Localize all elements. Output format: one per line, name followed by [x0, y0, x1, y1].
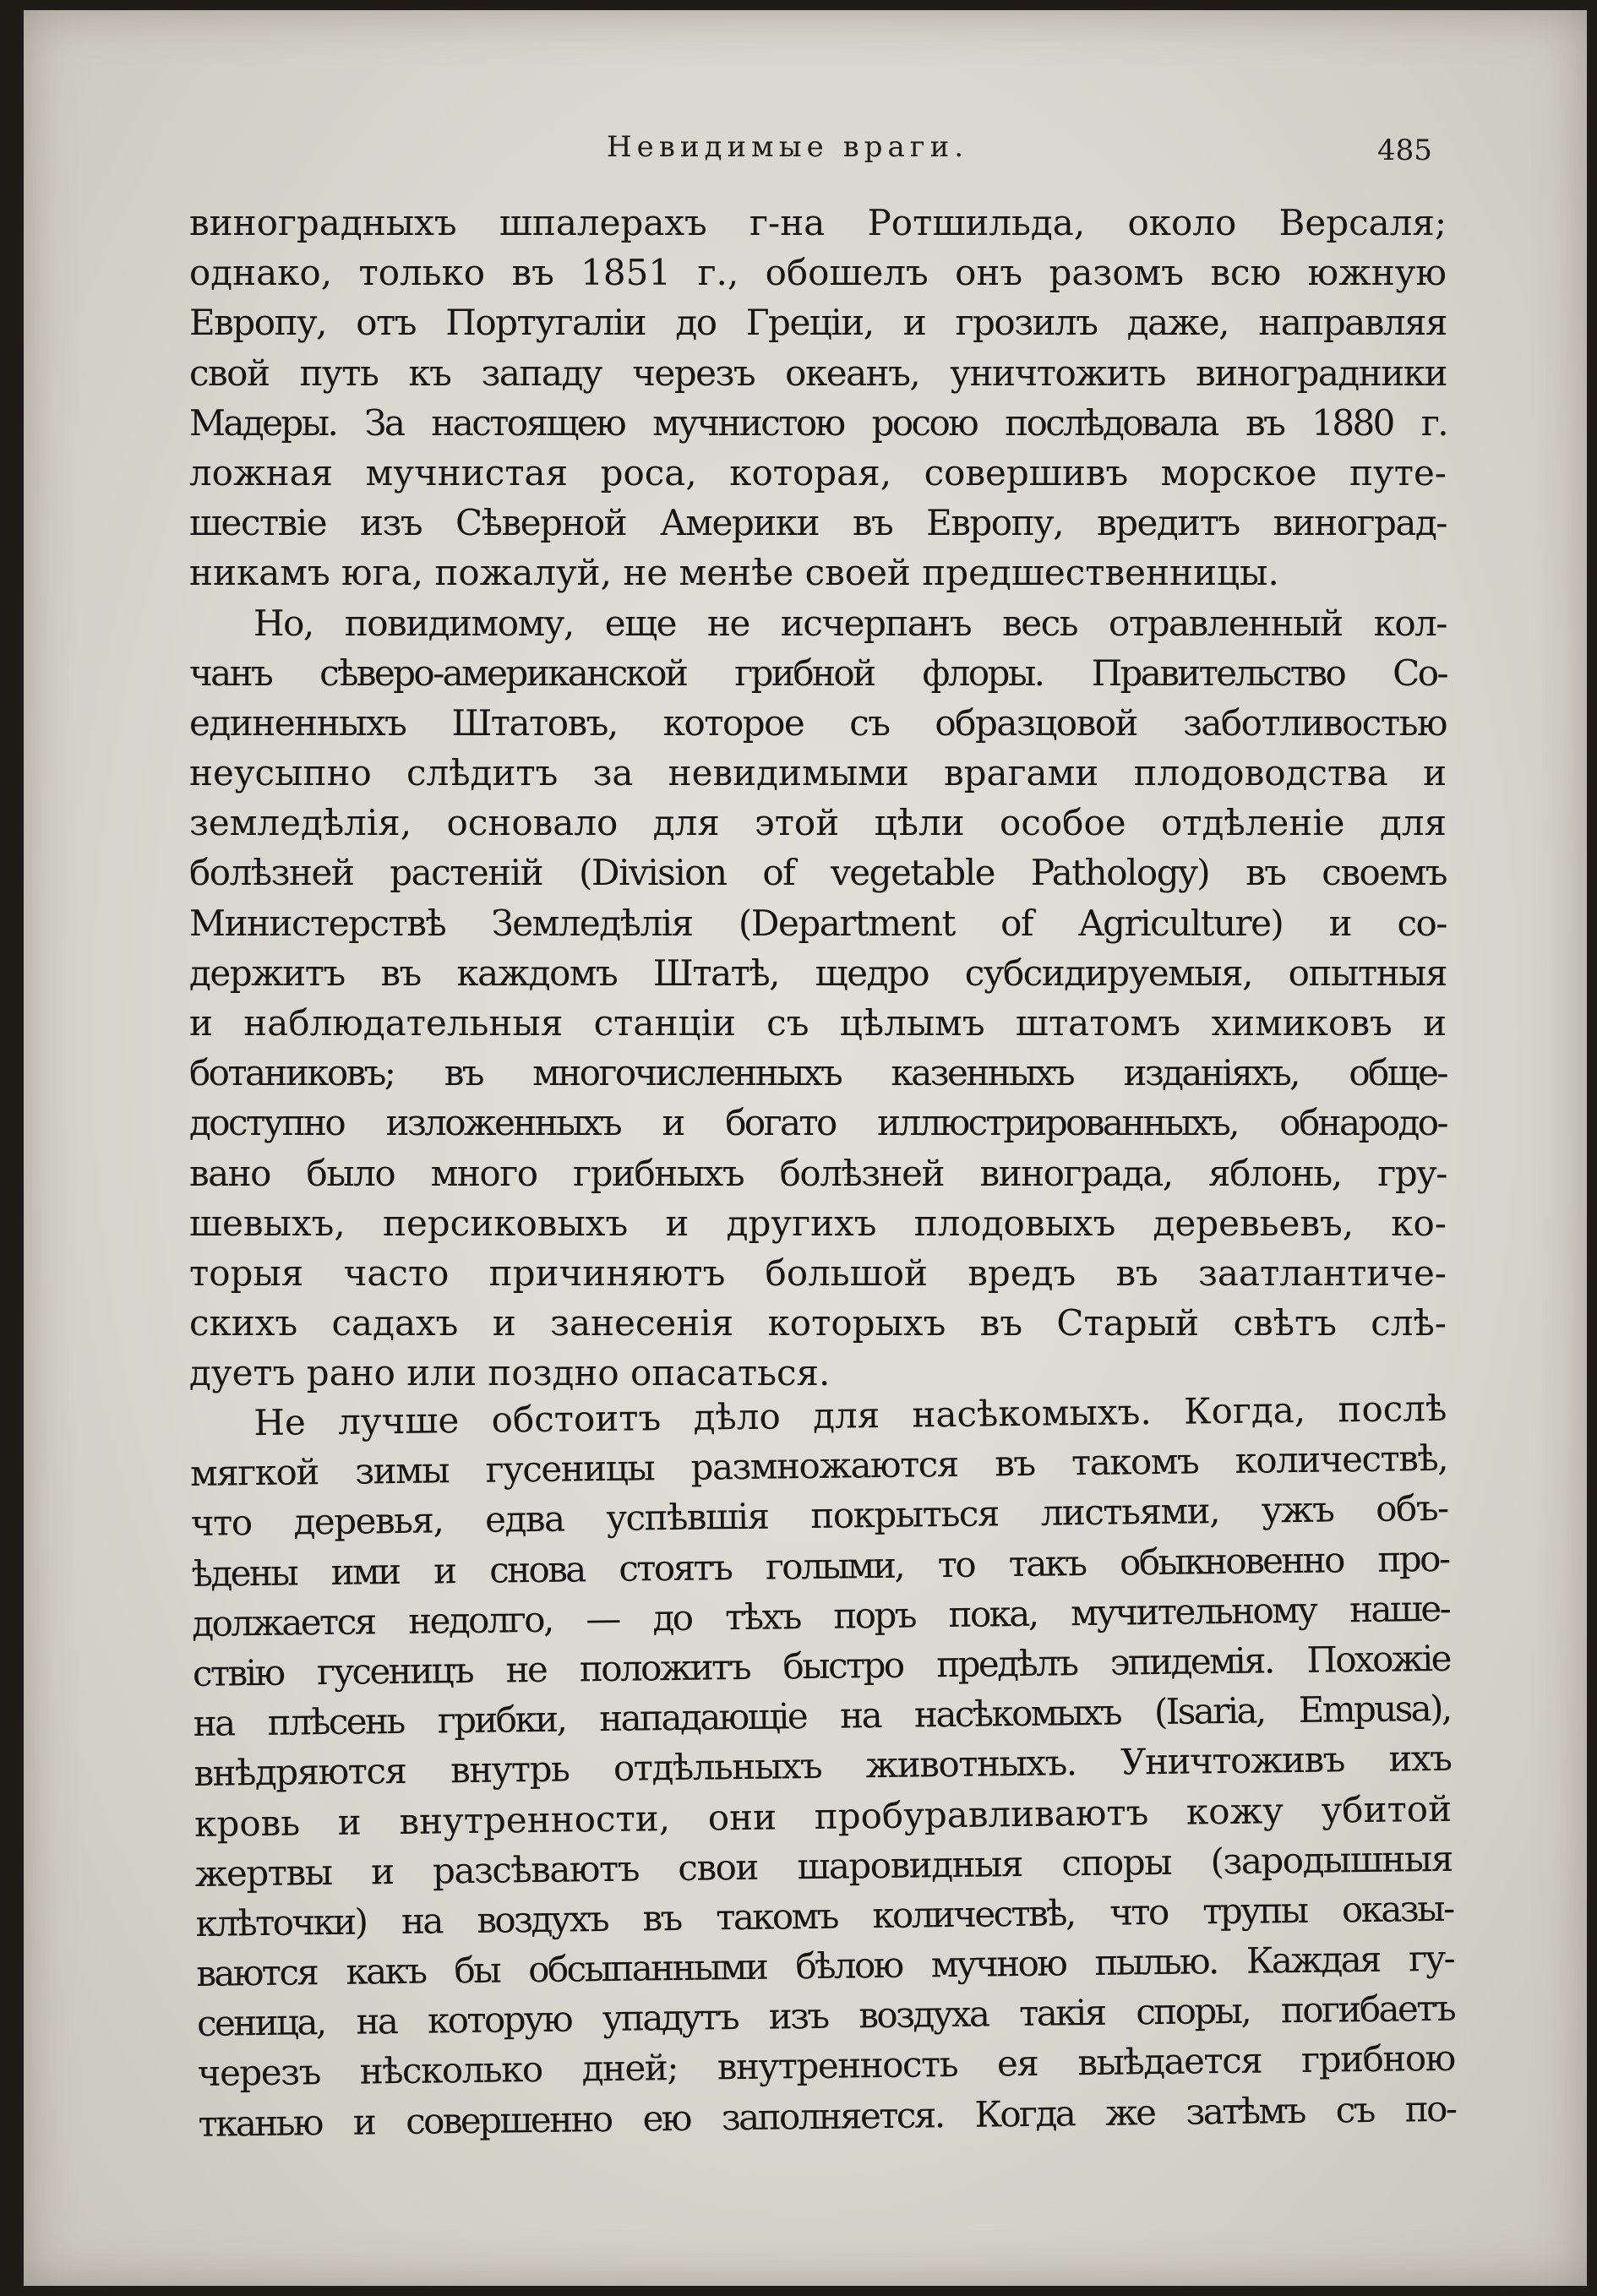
text-line: единенныхъ Штатовъ, которое съ образцовой заботливостью: [189, 701, 1447, 744]
text-line: ложная мучнистая роса, которая, совершивъ морское путе-: [189, 451, 1447, 494]
text-line: ѣдены ими и снова стоятъ голыми, то такъ обыкновенно про-: [191, 1536, 1449, 1595]
text-line: никамъ юга, пожалуй, не менѣе своей предшественницы.: [189, 552, 1279, 594]
paragraph-2: [189, 598, 1447, 1399]
text-line: черезъ нѣсколько дней; внутренность ея выѣдается грибною: [197, 2037, 1455, 2094]
text-line: что деревья, едва успѣвшія покрыться листьями, ужъ объ-: [190, 1486, 1448, 1544]
paragraph-1: [189, 198, 1447, 598]
text-line: мягкой зимы гусеницы размножаются въ такомъ количествѣ,: [189, 1437, 1448, 1494]
text-line: сеница, на которую упадутъ изъ воздуха такія споры, погибаетъ: [196, 1987, 1455, 2044]
text-line: тканью и совершенно ею заполняется. Когда же затѣмъ съ по-: [198, 2086, 1456, 2145]
text-line: ботаниковъ; въ многочисленныхъ казенныхъ изданіяхъ, обще-: [189, 1052, 1447, 1094]
text-line: и наблюдательныя станціи съ цѣлымъ штатомъ химиковъ и: [189, 1002, 1447, 1044]
text-line: Министерствѣ Земледѣлія (Department of Agriculture) и со-: [189, 902, 1447, 944]
text-line: клѣточки) на воздухъ въ такомъ количествѣ, что трупы оказы-: [195, 1887, 1453, 1944]
text-line: дуетъ рано или поздно опасаться.: [189, 1352, 831, 1394]
text-line: ваются какъ бы обсыпанными бѣлою мучною пылью. Каждая гу-: [196, 1937, 1454, 1994]
text-line: неусыпно слѣдитъ за невидимыми врагами плодоводства и: [189, 752, 1447, 794]
text-line: внѣдряются внутрь отдѣльныхъ животныхъ. Уничтоживъ ихъ: [193, 1737, 1452, 1794]
page-header: [24, 130, 1587, 181]
text-line: Мадеры. За настоящею мучнистою росою послѣдовала въ 1880 г.: [189, 401, 1447, 444]
text-line: скихъ садахъ и занесенія которыхъ въ Старый свѣтъ слѣ-: [189, 1302, 1447, 1344]
text-line: шевыхъ, персиковыхъ и другихъ плодовыхъ деревьевъ, ко-: [189, 1202, 1447, 1244]
paragraph-3: [189, 1383, 1456, 2148]
text-line: вано было много грибныхъ болѣзней винограда, яблонь, гру-: [189, 1152, 1447, 1194]
text-line: болѣзней растеній (Division of vegetable Pathology) въ своемъ: [189, 852, 1447, 894]
text-line: однако, только въ 1851 г., обошелъ онъ разомъ всю южную: [189, 252, 1447, 294]
page-number: 485: [1377, 134, 1432, 167]
text-line: должается недолго, — до тѣхъ поръ пока, мучительному наше-: [191, 1587, 1450, 1644]
text-line: жертвы и разсѣваютъ свои шаровидныя споры (зародышныя: [194, 1836, 1453, 1895]
text-line: шествіе изъ Сѣверной Америки въ Европу, вредитъ виноград-: [189, 502, 1447, 544]
text-line: кровь и внутренности, они пробуравливаютъ кожу убитой: [193, 1786, 1453, 1844]
text-line: доступно изложенныхъ и богато иллюстрированныхъ, обнародо-: [189, 1102, 1447, 1144]
text-line: торыя часто причиняютъ большой вредъ въ заатлантиче-: [189, 1252, 1447, 1294]
text-line: виноградныхъ шпалерахъ г-на Ротшильда, около Версаля;: [189, 202, 1447, 243]
text-line: свой путь къ западу черезъ океанъ, уничтожить виноградники: [189, 352, 1447, 394]
body-text: [189, 198, 1456, 2148]
text-line: Европу, отъ Португаліи до Греціи, и грозилъ даже, направляя: [189, 302, 1447, 344]
text-line: на плѣсень грибки, нападающіе на насѣкомыхъ (Isaria, Empusa),: [193, 1687, 1451, 1744]
book-page: [24, 10, 1587, 2286]
text-line: Но, повидимому, еще не исчерпанъ весь отравленный кол-: [253, 602, 1447, 644]
running-title: Невидимые враги.: [607, 130, 969, 164]
text-line: земледѣлія, основало для этой цѣли особое отдѣленіе для: [189, 802, 1447, 844]
text-line: чанъ сѣверо-американской грибной флоры. Правительство Со-: [189, 652, 1447, 694]
text-line: держитъ въ каждомъ Штатѣ, щедро субсидируемыя, опытныя: [189, 952, 1447, 994]
text-line: Не лучше обстоитъ дѣло для насѣкомыхъ. Когда, послѣ: [253, 1387, 1447, 1443]
text-line: ствію гусеницъ не положитъ быстро предѣлъ эпидемія. Похожіе: [192, 1637, 1451, 1694]
